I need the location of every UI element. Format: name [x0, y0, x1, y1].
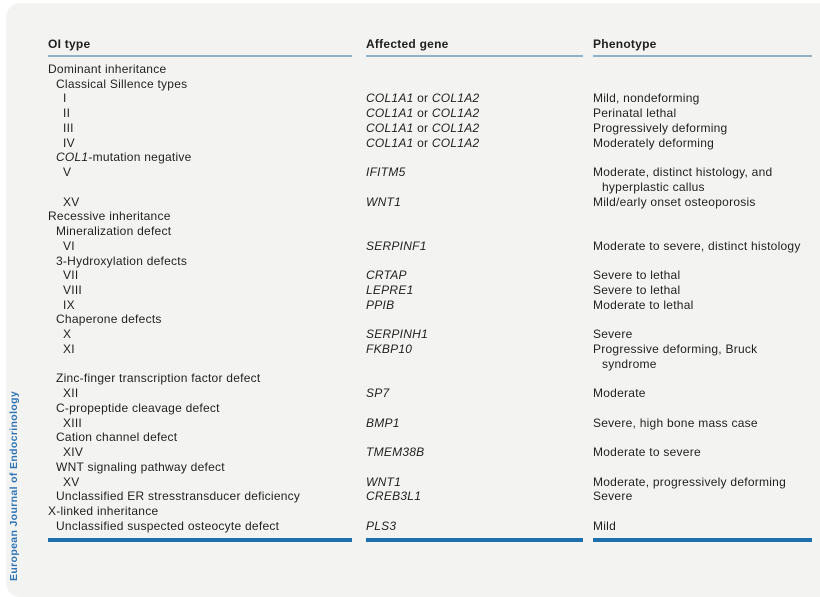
table-group-row — [48, 254, 814, 269]
gene-cell: CRTAP — [366, 268, 407, 283]
oi-type-cell: X — [63, 327, 72, 342]
oi-type-cell: XIV — [63, 445, 84, 460]
oi-type-cell: I — [63, 91, 67, 106]
table-row — [48, 106, 814, 121]
oi-type-cell: X-linked inheritance — [48, 504, 159, 519]
oi-type-cell: VIII — [63, 283, 83, 298]
oi-type-cell: III — [63, 120, 74, 135]
oi-type-cell: Chaperone defects — [56, 312, 162, 327]
oi-type-cell: VI — [63, 238, 75, 253]
oi-type-cell: V — [63, 165, 72, 180]
phenotype-cell: Perinatal lethal — [593, 106, 677, 121]
header-phenotype-label: Phenotype — [593, 37, 657, 51]
table-row — [48, 136, 814, 151]
phenotype-cell: Mild/early onset osteoporosis — [593, 194, 756, 209]
table-row — [48, 195, 814, 210]
table-group-row — [48, 504, 814, 519]
table-bottom-rules — [48, 538, 814, 542]
table-row — [48, 416, 814, 431]
phenotype-cell: Moderate to lethal — [593, 297, 694, 312]
oi-type-cell: XII — [63, 386, 79, 401]
oi-type-cell: Cation channel defect — [56, 430, 178, 445]
phenotype-cell: Severe, high bone mass case — [593, 415, 758, 430]
phenotype-cell: Moderate to severe, distinct histology — [593, 238, 801, 253]
table-bottom-rule — [366, 538, 583, 542]
header-rule — [48, 55, 352, 57]
gene-cell: WNT1 — [366, 474, 401, 489]
oi-type-cell: II — [63, 106, 71, 121]
oi-type-cell: 3-Hydroxylation defects — [56, 253, 188, 268]
table-row — [48, 445, 814, 460]
phenotype-cell: Moderate, distinct histology, and hyperplastic callus — [593, 165, 773, 194]
table-group-row — [48, 312, 814, 327]
gene-cell: IFITM5 — [366, 165, 406, 180]
oi-type-cell: VII — [63, 268, 79, 283]
header-phenotype — [593, 37, 814, 57]
table-header-row — [48, 37, 814, 57]
phenotype-cell: Severe — [593, 327, 633, 342]
oi-type-cell: Unclassified suspected osteocyte defect — [56, 518, 280, 533]
table-row — [48, 386, 814, 401]
phenotype-cell: Moderate, progressively deforming — [593, 474, 787, 489]
header-affected-gene — [366, 37, 593, 57]
oi-type-cell: Mineralization defect — [56, 224, 172, 239]
oi-type-cell: XI — [63, 341, 75, 356]
gene-cell: COL1A1 or COL1A2 — [366, 120, 480, 135]
table-row — [48, 239, 814, 254]
phenotype-cell: Moderate to severe — [593, 445, 701, 460]
table-group-row — [48, 460, 814, 475]
table-row — [48, 475, 814, 490]
gene-cell: COL1A1 or COL1A2 — [366, 106, 480, 121]
table-row — [48, 91, 814, 106]
gene-cell: PPIB — [366, 297, 395, 312]
header-rule — [593, 55, 812, 57]
phenotype-cell: Progressive deforming, Bruck syndrome — [593, 341, 758, 371]
header-oi-type — [48, 37, 366, 57]
oi-type-cell: WNT signaling pathway defect — [56, 459, 225, 474]
table-group-row — [48, 430, 814, 445]
header-oi-type-label: OI type — [48, 37, 91, 51]
table-group-row — [48, 401, 814, 416]
oi-type-cell: C-propeptide cleavage defect — [56, 400, 220, 415]
oi-type-cell: XV — [63, 194, 80, 209]
table-row — [48, 519, 814, 534]
gene-cell: COL1A1 or COL1A2 — [366, 135, 480, 150]
gene-cell: SERPINF1 — [366, 238, 427, 253]
gene-cell: TMEM38B — [366, 445, 425, 460]
oi-type-cell: Zinc-finger transcription factor defect — [56, 371, 261, 386]
gene-cell: LEPRE1 — [366, 283, 414, 298]
table-bottom-rule — [48, 538, 352, 542]
oi-type-cell: Classical Sillence types — [56, 76, 188, 91]
oi-type-cell: IX — [63, 297, 75, 312]
header-affected-gene-label: Affected gene — [366, 37, 449, 51]
table-group-row — [48, 224, 814, 239]
table-group-row — [48, 371, 814, 386]
phenotype-cell: Moderately deforming — [593, 135, 715, 150]
table-body — [48, 62, 814, 534]
table-row — [48, 121, 814, 136]
table-row — [48, 489, 814, 504]
phenotype-cell: Moderate — [593, 386, 646, 401]
header-rule — [366, 55, 583, 57]
table-row — [48, 342, 814, 371]
oi-classification-table — [48, 37, 814, 534]
journal-title-vertical: European Journal of Endocrinology — [8, 390, 20, 581]
table-row — [48, 268, 814, 283]
phenotype-cell: Mild, nondeforming — [593, 91, 700, 106]
oi-type-cell: Recessive inheritance — [48, 209, 171, 224]
table-group-row — [48, 77, 814, 92]
gene-cell: PLS3 — [366, 518, 397, 533]
oi-type-cell: COL1-mutation negative — [56, 150, 192, 165]
oi-type-cell: XV — [63, 474, 80, 489]
gene-cell: SP7 — [366, 386, 390, 401]
table-row — [48, 165, 814, 194]
phenotype-cell: Progressively deforming — [593, 120, 728, 135]
table-group-row — [48, 62, 814, 77]
table-row — [48, 298, 814, 313]
phenotype-cell: Severe to lethal — [593, 268, 681, 283]
table-row — [48, 327, 814, 342]
oi-type-cell: Unclassified ER stresstransducer deficiency — [56, 489, 301, 504]
gene-cell: CREB3L1 — [366, 489, 422, 504]
table-row — [48, 283, 814, 298]
table-bottom-rule — [593, 538, 812, 542]
phenotype-cell: Mild — [593, 518, 617, 533]
oi-type-cell: IV — [63, 135, 75, 150]
gene-cell: SERPINH1 — [366, 327, 429, 342]
gene-cell: BMP1 — [366, 415, 400, 430]
phenotype-cell: Severe to lethal — [593, 283, 681, 298]
gene-cell: COL1A1 or COL1A2 — [366, 91, 480, 106]
gene-cell: WNT1 — [366, 194, 401, 209]
table-group-row — [48, 150, 814, 165]
oi-type-cell: Dominant inheritance — [48, 62, 167, 76]
oi-type-cell: XIII — [63, 415, 83, 430]
gene-cell: FKBP10 — [366, 341, 413, 356]
table-group-row — [48, 209, 814, 224]
phenotype-cell: Severe — [593, 489, 633, 504]
